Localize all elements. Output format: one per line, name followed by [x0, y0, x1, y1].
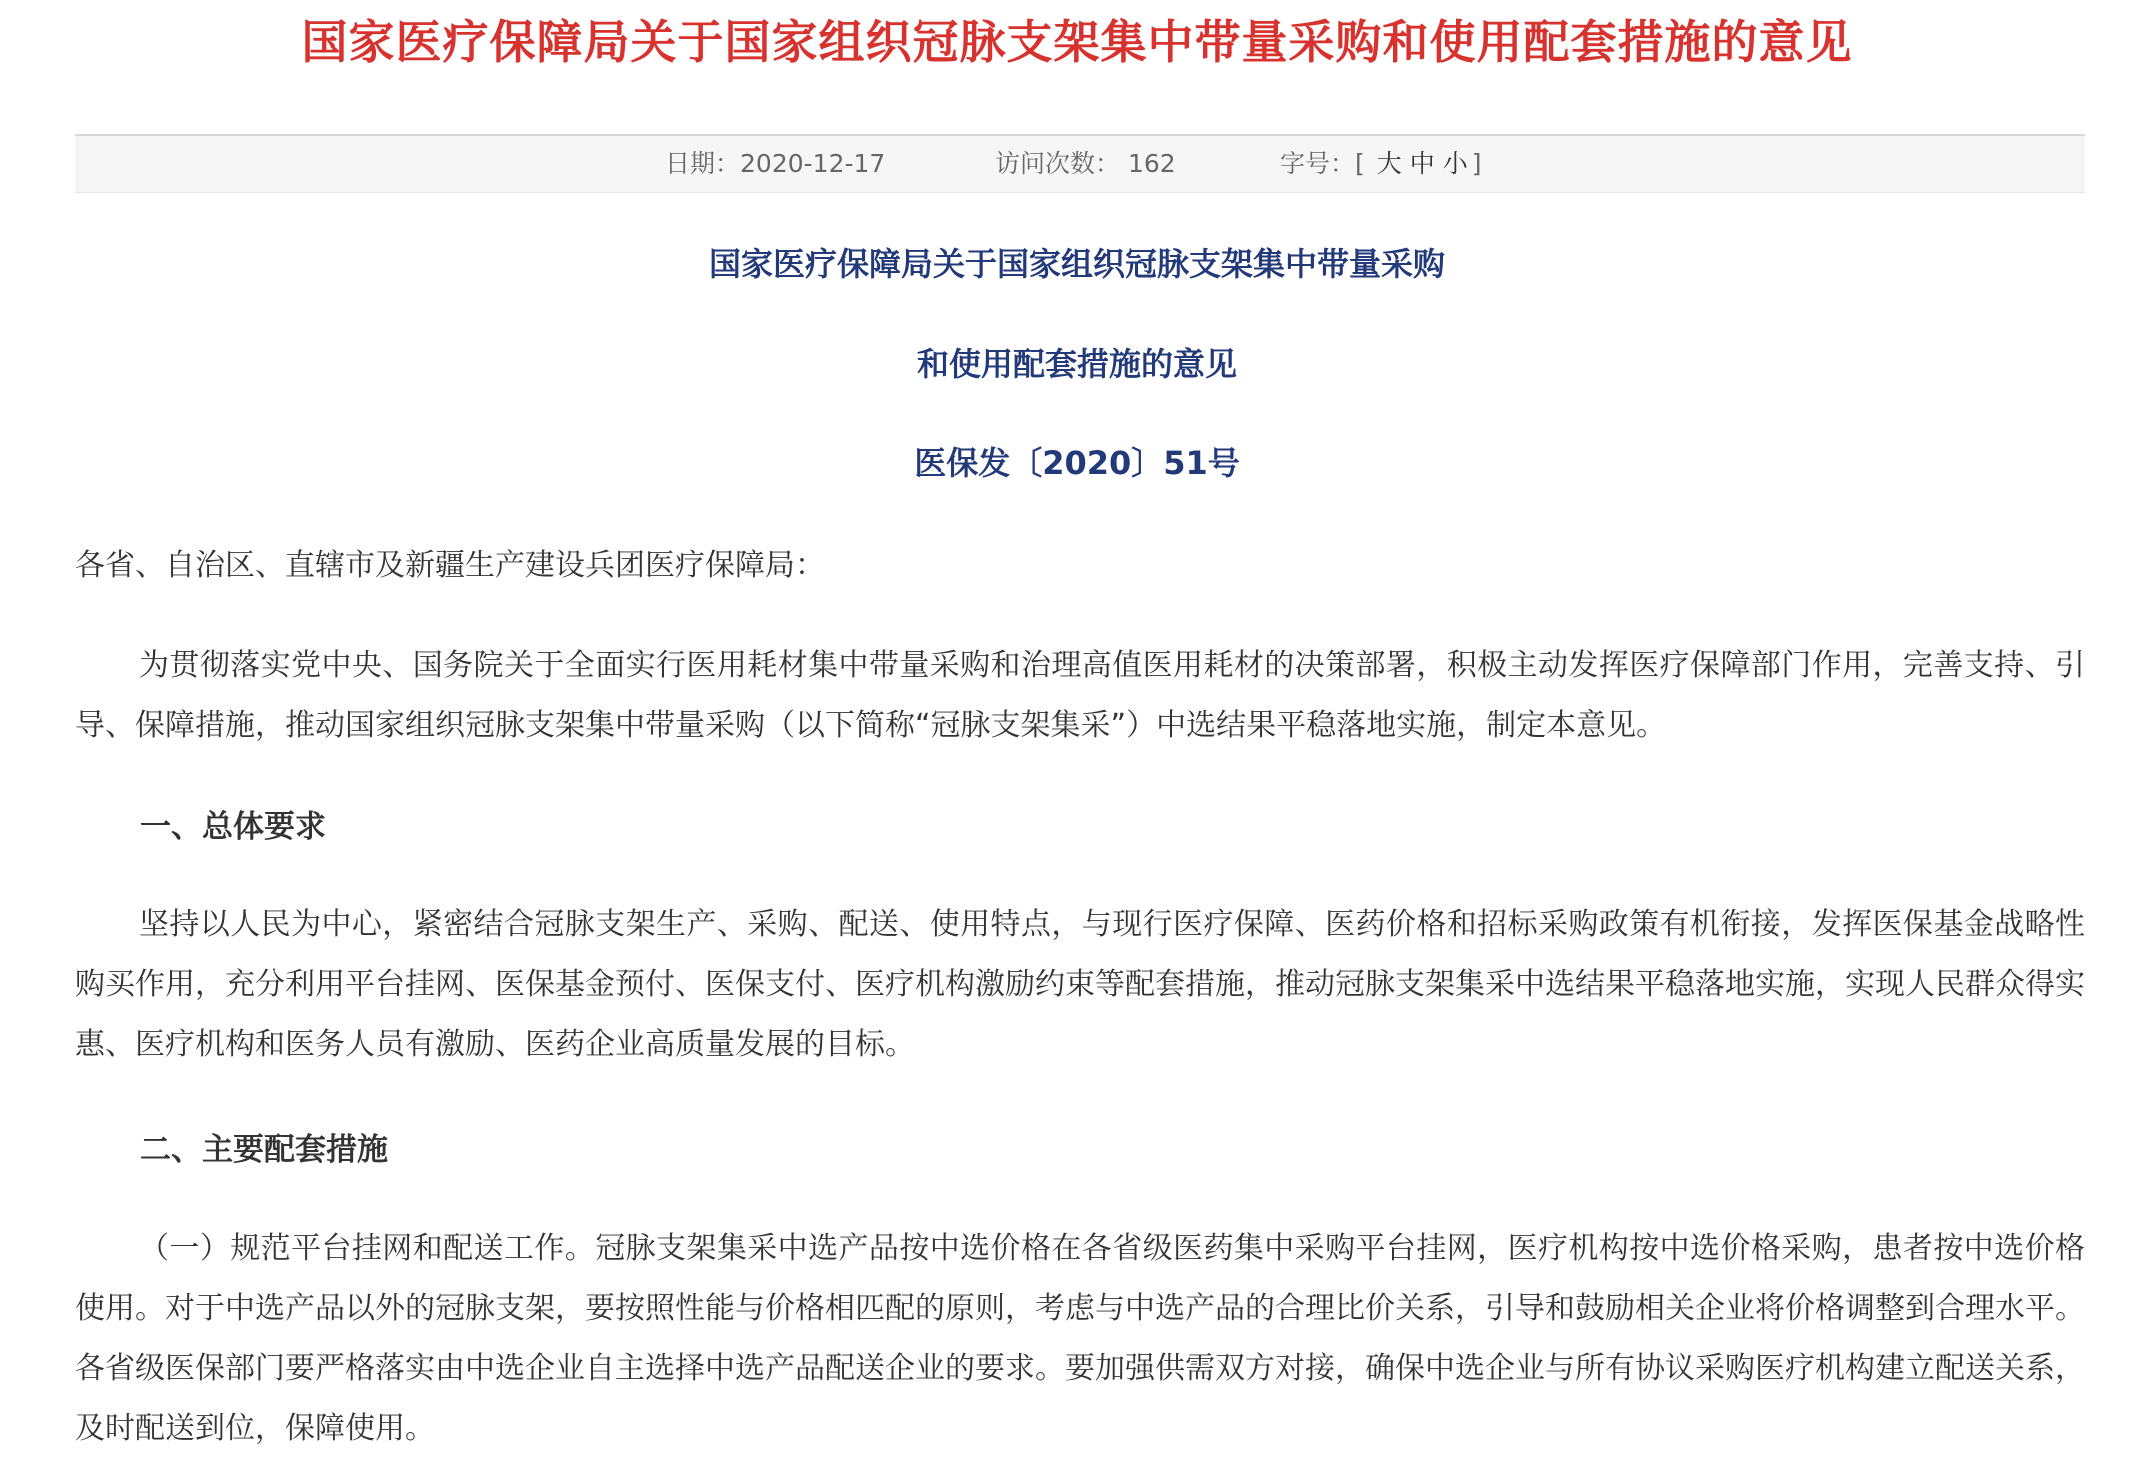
document-title-line-1: 国家医疗保障局关于国家组织冠脉支架集中带量采购 [708, 245, 1445, 283]
date-value: 2020-12-17 [740, 149, 886, 178]
font-size-label: 字号： [1280, 149, 1356, 178]
date-label: 日期： [665, 149, 741, 178]
publish-date [665, 136, 885, 192]
font-size-medium-button[interactable]: 中 [1409, 149, 1435, 178]
salutation: 各省、自治区、直辖市及新疆生产建设兵团医疗保障局： [75, 548, 825, 583]
intro-paragraph: 为贯彻落实党中央、国务院关于全面实行医用耗材集中带量采购和治理高值医用耗材的决策部署，积极主动发挥医疗保障部门作用，完善支持、引导、保障措施，推动国家组织冠脉支架集中带量采购（以下简称“冠脉支架集采”）中选结果平稳落地实施，制定本意见。 [75, 648, 2085, 743]
section-1-heading: 一、总体要求 [140, 809, 326, 845]
section-2-heading: 二、主要配套措施 [140, 1132, 388, 1168]
section-1-paragraph: 坚持以人民为中心，紧密结合冠脉支架生产、采购、配送、使用特点，与现行医疗保障、医药价格和招标采购政策有机衔接，发挥医保基金战略性购买作用，充分利用平台挂网、医保基金预付、医保支付、医疗机构激励约束等配套措施，推动冠脉支架集采中选结果平稳落地实施，实现人民群众得实惠、医疗机构和医务人员有激励、医药企业高质量发展的目标。 [75, 907, 2085, 1062]
bracket-open: [ [1355, 149, 1365, 178]
visit-count [995, 136, 1176, 192]
font-size-large-button[interactable]: 大 [1376, 149, 1402, 178]
document-number: 医保发〔2020〕51号 [914, 444, 1240, 482]
visits-label: 访问次数： [995, 149, 1121, 178]
font-size-switcher [1280, 136, 1482, 192]
document-title-line-2: 和使用配套措施的意见 [916, 345, 1237, 383]
section-2-item-1-paragraph: （一）规范平台挂网和配送工作。冠脉支架集采中选产品按中选价格在各省级医药集中采购平台挂网，医疗机构按中选价格采购，患者按中选价格使用。对于中选产品以外的冠脉支架，要按照性能与价格相匹配的原则，考虑与中选产品的合理比价关系，引导和鼓励相关企业将价格调整到合理水平。各省级医保部门要严格落实由中选企业自主选择中选产品配送企业的要求。要加强供需双方对接，确保中选企业与所有协议采购医疗机构建立配送关系，及时配送到位，保障使用。 [75, 1231, 2085, 1446]
page-title: 国家医疗保障局关于国家组织冠脉支架集中带量采购和使用配套措施的意见 [301, 15, 1853, 69]
bracket-close: ] [1471, 149, 1482, 178]
visits-value: 162 [1127, 149, 1176, 178]
font-size-small-button[interactable]: 小 [1442, 149, 1468, 178]
article-meta-bar [75, 134, 2085, 193]
